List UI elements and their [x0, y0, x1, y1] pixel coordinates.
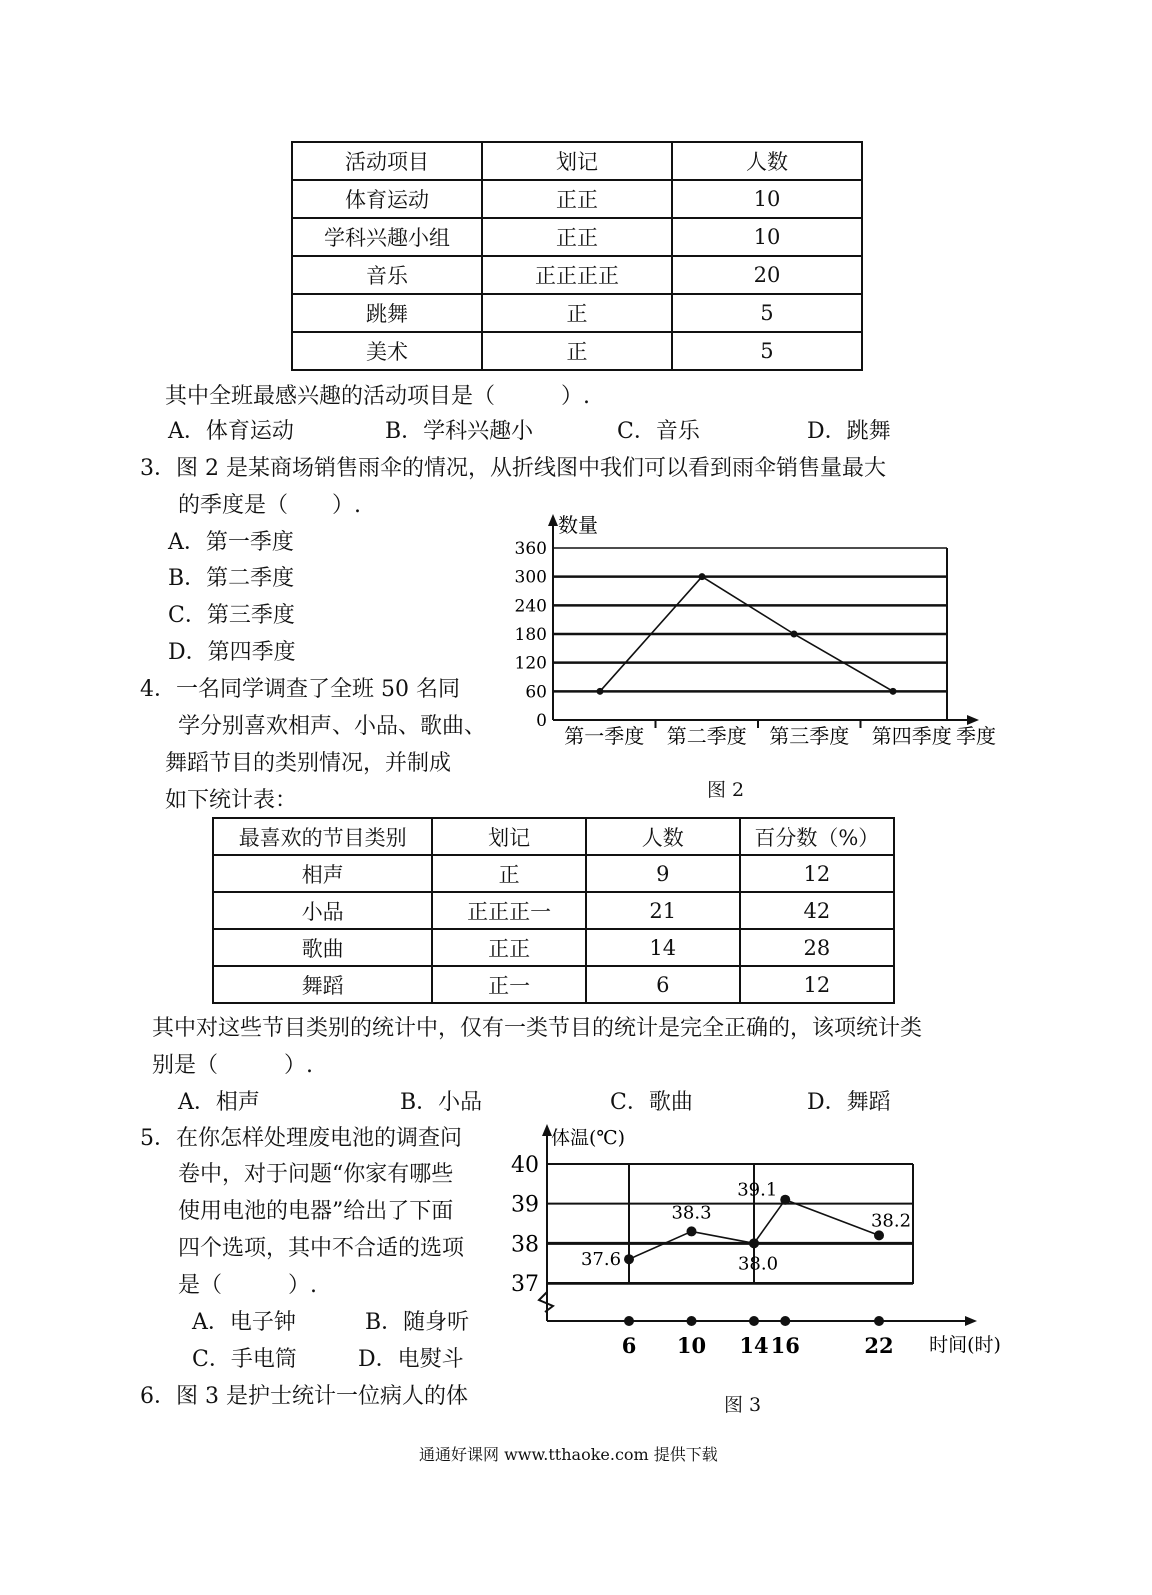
program-table: [212, 817, 895, 1004]
q4-stem-line3: 舞蹈节目的类别情况，并制成: [165, 751, 452, 776]
q5-option-b: B．随身听: [365, 1310, 470, 1335]
program-table-cell: 小品: [213, 892, 432, 929]
q4-stem-line4: 如下统计表：: [165, 788, 298, 813]
q3-option-b: B．第二季度: [168, 566, 295, 591]
program-table-cell: 正正: [432, 929, 586, 966]
program-table-row: [213, 892, 894, 929]
q5-option-a: A．电子钟: [192, 1310, 296, 1335]
y-tick-label: 39: [511, 1192, 539, 1218]
q4-option-a: A．相声: [178, 1090, 260, 1115]
activity-table-cell: 学科兴趣小组: [292, 218, 482, 256]
program-table-row: [213, 855, 894, 892]
q2-option-a: A．体育运动: [168, 419, 294, 444]
activity-table-cell: 音乐: [292, 256, 482, 294]
q3-option-a: A．第一季度: [168, 530, 294, 555]
x-tick-label: 10: [676, 1333, 707, 1358]
x-tick-dot: [624, 1316, 634, 1326]
q5-option-c: C．手电筒: [192, 1347, 297, 1372]
program-table-cell: 12: [740, 855, 894, 892]
data-point: [597, 688, 604, 695]
q3-option-d: D．第四季度: [168, 640, 296, 665]
data-point: [624, 1254, 634, 1264]
y-tick-label: 120: [514, 653, 547, 674]
body-temperature-chart: [505, 1120, 1015, 1370]
program-table-row: [213, 929, 894, 966]
fig3-caption: 图 3: [724, 1394, 762, 1416]
y-tick-label: 180: [514, 625, 547, 645]
program-table-cell: 歌曲: [213, 929, 432, 966]
q4-stem-line1: 4．一名同学调查了全班 50 名同: [140, 677, 460, 702]
y-tick-label: 37: [511, 1272, 539, 1297]
q4-option-b: B．小品: [400, 1090, 483, 1115]
data-point: [687, 1226, 697, 1236]
y-tick-label: 300: [514, 567, 547, 588]
x-tick-label: 14: [739, 1333, 769, 1358]
q3-option-c: C．第三季度: [168, 603, 295, 628]
q4-option-d: D．舞蹈: [807, 1090, 891, 1115]
activity-table-row: [292, 332, 862, 370]
program-table-header-cell: 百分数（%）: [740, 818, 894, 855]
x-tick-label: 第二季度: [666, 724, 747, 748]
program-table-cell: 正正正一: [432, 892, 586, 929]
data-point: [699, 573, 706, 580]
y-tick-label: 38: [511, 1232, 539, 1258]
footer-credit: 通通好课网 www.tthaoke.com 提供下载: [419, 1445, 718, 1464]
y-axis-label: 数量: [558, 513, 598, 537]
q2-stem: 其中全班最感兴趣的活动项目是（ ）.: [165, 384, 590, 409]
program-table-cell: 正一: [432, 966, 586, 1003]
activity-table-cell: 20: [672, 256, 862, 294]
data-point: [874, 1230, 884, 1240]
data-label: 39.1: [737, 1179, 778, 1201]
activity-table-cell: 美术: [292, 332, 482, 370]
q4-stem-line2: 学分别喜欢相声、小品、歌曲、: [178, 714, 487, 739]
x-tick-dot: [687, 1316, 697, 1326]
activity-table-row: [292, 218, 862, 256]
program-table-cell: 42: [740, 892, 894, 929]
activity-table: [291, 141, 863, 371]
program-table-header-cell: 人数: [586, 818, 740, 855]
activity-table-cell: 5: [672, 332, 862, 370]
y-tick-label: 240: [514, 596, 547, 617]
activity-table-header-cell: 划记: [482, 142, 672, 180]
data-point: [780, 1195, 790, 1205]
data-label: 38.3: [671, 1202, 712, 1224]
x-tick-label: 16: [770, 1333, 800, 1358]
activity-table-row: [292, 180, 862, 218]
program-table-cell: 相声: [213, 855, 432, 892]
x-tick-label: 第四季度: [871, 724, 952, 748]
program-table-cell: 正: [432, 855, 586, 892]
q3-stem-line2: 的季度是（ ）.: [178, 493, 361, 518]
program-table-cell: 9: [586, 855, 740, 892]
data-label: 38.2: [870, 1210, 912, 1232]
y-axis-arrow: [548, 514, 558, 526]
y-axis-label: 体温(℃): [551, 1127, 626, 1149]
x-axis-label: 季度: [956, 724, 996, 748]
q3-stem-line1: 3．图 2 是某商场销售雨伞的情况，从折线图中我们可以看到雨伞销售量最大: [140, 456, 886, 481]
activity-table-cell: 正正: [482, 218, 672, 256]
q6-stem: 6．图 3 是护士统计一位病人的体: [140, 1384, 468, 1409]
y-tick-label: 0: [536, 711, 547, 731]
q5-stem-line2: 卷中，对于问题“你家有哪些: [178, 1162, 454, 1187]
y-tick-label: 60: [525, 682, 547, 703]
activity-table-row: [292, 294, 862, 332]
q4-after-line1: 其中对这些节目类别的统计中，仅有一类节目的统计是完全正确的，该项统计类: [152, 1016, 923, 1041]
q5-stem-line5: 是（ ）.: [178, 1273, 317, 1298]
program-table-header-cell: 划记: [432, 818, 586, 855]
data-point: [890, 688, 897, 695]
program-table-cell: 14: [586, 929, 740, 966]
activity-table-row: [292, 256, 862, 294]
program-table-cell: 28: [740, 929, 894, 966]
q2-option-d: D．跳舞: [807, 419, 891, 444]
activity-table-cell: 体育运动: [292, 180, 482, 218]
q5-option-d: D．电熨斗: [358, 1347, 464, 1372]
y-tick-label: 40: [511, 1153, 539, 1178]
activity-table-cell: 10: [672, 180, 862, 218]
q2-option-c: C．音乐: [617, 419, 700, 444]
program-table-row: [213, 966, 894, 1003]
program-table-header-row: [213, 818, 894, 855]
q5-stem-line3: 使用电池的电器”给出了下面: [178, 1199, 454, 1224]
activity-table-cell: 5: [672, 294, 862, 332]
data-point: [791, 631, 798, 638]
program-table-cell: 6: [586, 966, 740, 1003]
activity-table-cell: 跳舞: [292, 294, 482, 332]
data-label: 37.6: [580, 1249, 622, 1271]
activity-table-cell: 正正正正: [482, 256, 672, 294]
x-tick-dot: [780, 1316, 790, 1326]
x-tick-label: 第三季度: [769, 724, 850, 748]
x-tick-label: 22: [864, 1333, 894, 1358]
q4-option-c: C．歌曲: [610, 1090, 693, 1115]
activity-table-header-row: [292, 142, 862, 180]
q5-stem-line1: 5．在你怎样处理废电池的调查问: [140, 1126, 462, 1151]
q2-option-b: B．学科兴趣小: [385, 419, 534, 444]
x-tick-dot: [749, 1316, 759, 1326]
x-axis-label: 时间(时): [929, 1334, 1001, 1356]
data-label: 38.0: [737, 1253, 779, 1275]
program-table-header-cell: 最喜欢的节目类别: [213, 818, 432, 855]
program-table-cell: 12: [740, 966, 894, 1003]
activity-table-cell: 正: [482, 294, 672, 332]
fig2-caption: 图 2: [707, 779, 745, 801]
activity-table-cell: 正正: [482, 180, 672, 218]
x-tick-label: 第一季度: [564, 724, 645, 748]
program-table-cell: 舞蹈: [213, 966, 432, 1003]
q5-stem-line4: 四个选项，其中不合适的选项: [178, 1236, 465, 1261]
x-axis-arrow: [965, 1316, 977, 1326]
q4-after-line2: 别是（ ）.: [152, 1053, 313, 1078]
program-table-cell: 21: [586, 892, 740, 929]
umbrella-sales-chart: [505, 508, 1010, 756]
x-tick-label: 6: [621, 1333, 637, 1358]
y-tick-label: 360: [514, 539, 547, 559]
x-tick-dot: [874, 1316, 884, 1326]
activity-table-cell: 10: [672, 218, 862, 256]
activity-table-cell: 正: [482, 332, 672, 370]
activity-table-header-cell: 人数: [672, 142, 862, 180]
activity-table-header-cell: 活动项目: [292, 142, 482, 180]
data-point: [749, 1238, 759, 1248]
